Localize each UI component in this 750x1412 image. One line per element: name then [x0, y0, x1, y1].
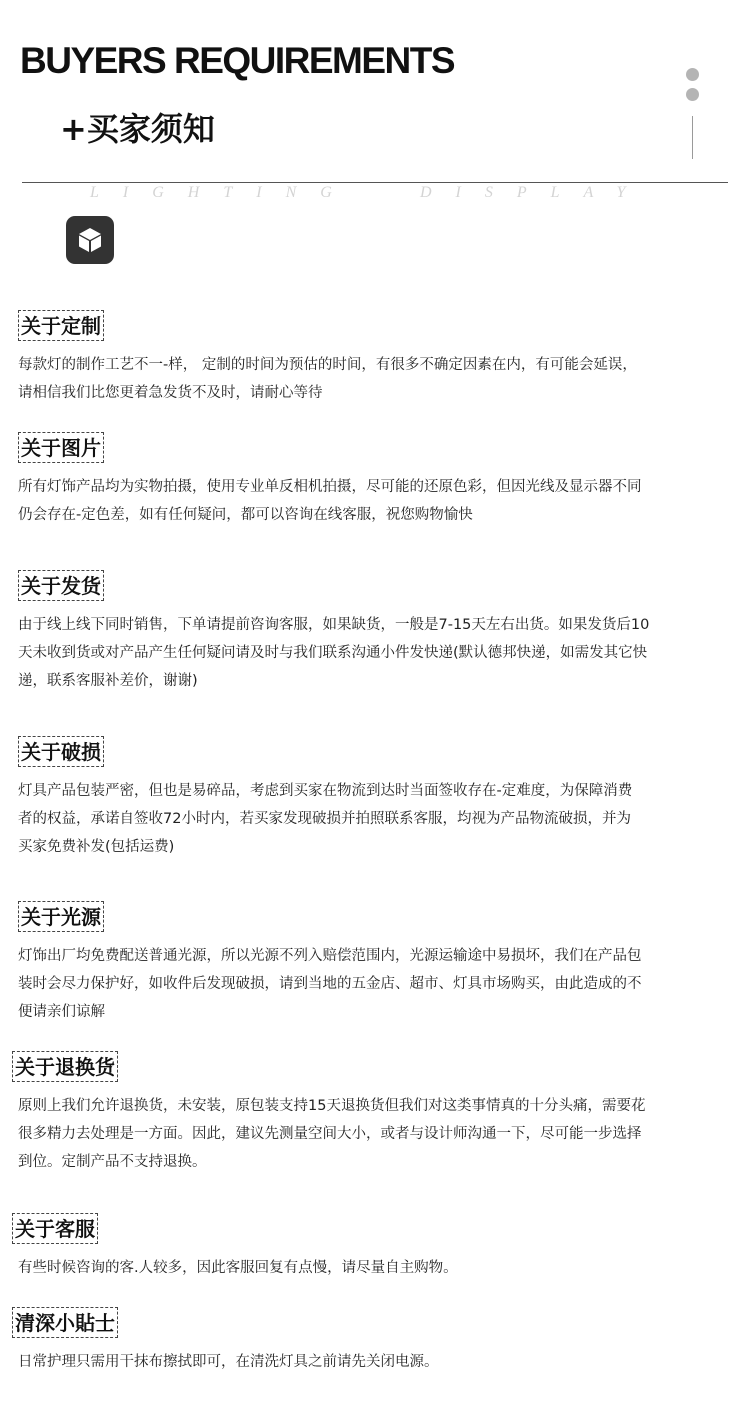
text-line: 很多精力去处理是一方面。因此，建议先测量空间大小，或者与设计师沟通一下，尽可能一步选择 [18, 1126, 642, 1142]
text-line: 天未收到货或对产品产生任何疑问请及时与我们联系沟通小件发快递(默认德邦快递，如需发其它快 [18, 645, 648, 661]
section-damage [18, 736, 678, 861]
section-body [18, 611, 678, 695]
text-line: 由于线上线下同时销售，下单请提前咨询客服，如果缺货，一般是7-15天左右出货。如果发货后10 [18, 617, 650, 633]
tagline [90, 184, 690, 202]
text-line: 日常护理只需用干抹布擦拭即可，在清洗灯具之前请先关闭电源。 [18, 1354, 439, 1370]
page-subtitle: +买家须知 [60, 110, 215, 148]
text-line: 原则上我们允许退换货，未安装，原包装支持15天退换货但我们对这类事情真的十分头痛，需要花 [18, 1098, 646, 1114]
text-line: 到位。定制产品不支持退换。 [18, 1154, 207, 1170]
section-heading: 清深小貼士 [12, 1307, 118, 1338]
section-shipping [18, 570, 678, 695]
section-pictures [18, 432, 678, 529]
section-body [18, 351, 678, 407]
text-line: 买家免费补发(包括运费) [18, 839, 175, 855]
section-heading: 关于光源 [18, 901, 104, 932]
section-body [18, 777, 678, 861]
text-line: 所有灯饰产品均为实物拍摄，使用专业单反相机拍摄，尽可能的还原色彩，但因光线及显示器不同 [18, 479, 642, 495]
cube-icon [66, 216, 114, 264]
section-custom [18, 310, 678, 407]
section-heading: 关于发货 [18, 570, 104, 601]
decorative-dot [686, 68, 699, 81]
text-line: 请相信我们比您更着急发货不及时，请耐心等待 [18, 385, 323, 401]
section-customer-service [12, 1213, 672, 1282]
header-divider [22, 182, 728, 183]
decorative-dot [686, 88, 699, 101]
text-line: 递，联系客服补差价，谢谢) [18, 673, 198, 689]
text-line: 者的权益，承诺自签收72小时内，若买家发现破损并拍照联系客服，均视为产品物流破损，并为 [18, 811, 631, 827]
section-body [18, 1348, 672, 1376]
section-body [18, 1254, 672, 1282]
section-heading: 关于客服 [12, 1213, 98, 1244]
section-tips [12, 1307, 672, 1376]
section-light-source [18, 901, 678, 1026]
section-heading: 关于破损 [18, 736, 104, 767]
section-body [18, 942, 678, 1026]
section-heading: 关于定制 [18, 310, 104, 341]
text-line: 每款灯的制作工艺不一-样， 定制的时间为预估的时间，有很多不确定因素在内，有可能会延误， [18, 357, 637, 373]
text-line: 灯具产品包装严密，但也是易碎品，考虑到买家在物流到达时当面签收存在-定难度，为保障消费 [18, 783, 633, 799]
tagline-word-display: DISPLAY [420, 184, 650, 201]
section-heading: 关于退换货 [12, 1051, 118, 1082]
decorative-vertical-line [692, 116, 693, 159]
page-title: BUYERS REQUIREMENTS [20, 40, 455, 81]
section-body [18, 1092, 672, 1176]
text-line: 装时会尽力保护好，如收件后发现破损，请到当地的五金店、超市、灯具市场购买，由此造成的不 [18, 976, 642, 992]
text-line: 灯饰出厂均免费配送普通光源，所以光源不列入赔偿范围内，光源运输途中易损坏，我们在产品包 [18, 948, 642, 964]
section-body [18, 473, 678, 529]
text-line: 有些时候咨询的客.人较多，因此客服回复有点慢，请尽量自主购物。 [18, 1260, 458, 1276]
section-returns [12, 1051, 672, 1176]
text-line: 仍会存在-定色差，如有任何疑问，都可以咨询在线客服，祝您购物愉快 [18, 507, 473, 523]
text-line: 便请亲们谅解 [18, 1004, 105, 1020]
tagline-word-lighting: LIGHTING [90, 184, 356, 201]
section-heading: 关于图片 [18, 432, 104, 463]
